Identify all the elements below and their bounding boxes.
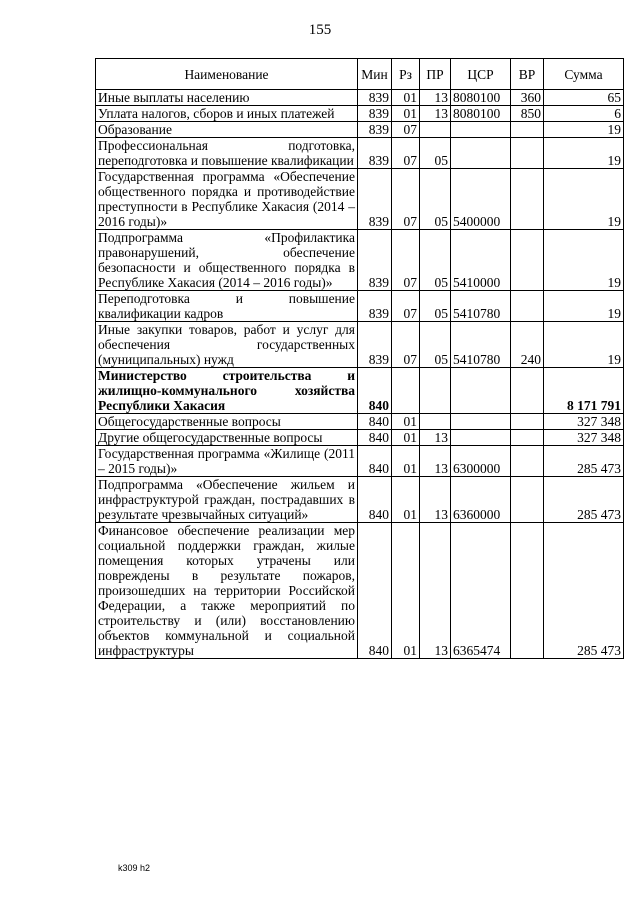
cell-vr — [511, 430, 544, 446]
cell-min: 839 — [358, 230, 392, 291]
cell-min: 840 — [358, 368, 392, 414]
cell-rz: 01 — [392, 106, 420, 122]
cell-csr: 6300000 — [451, 446, 511, 477]
cell-csr — [451, 414, 511, 430]
cell-min: 839 — [358, 138, 392, 169]
cell-csr: 8080100 — [451, 106, 511, 122]
cell-min: 840 — [358, 446, 392, 477]
cell-csr: 5410780 — [451, 291, 511, 322]
cell-vr — [511, 122, 544, 138]
cell-rz: 01 — [392, 523, 420, 659]
cell-sum: 6 — [544, 106, 624, 122]
cell-csr — [451, 138, 511, 169]
table-row — [96, 138, 624, 169]
cell-min: 839 — [358, 90, 392, 106]
cell-csr — [451, 430, 511, 446]
cell-min: 839 — [358, 122, 392, 138]
cell-vr — [511, 523, 544, 659]
cell-csr: 6365474 — [451, 523, 511, 659]
cell-sum: 327 348 — [544, 430, 624, 446]
cell-vr: 240 — [511, 322, 544, 368]
header-pr: ПР — [420, 59, 451, 90]
header-rz: Рз — [392, 59, 420, 90]
table-row — [96, 106, 624, 122]
table-row — [96, 414, 624, 430]
cell-rz: 01 — [392, 90, 420, 106]
cell-csr — [451, 368, 511, 414]
budget-table — [95, 58, 624, 659]
cell-pr: 05 — [420, 138, 451, 169]
header-min: Мин — [358, 59, 392, 90]
cell-sum: 19 — [544, 169, 624, 230]
cell-rz: 07 — [392, 291, 420, 322]
cell-rz: 01 — [392, 414, 420, 430]
cell-vr — [511, 446, 544, 477]
cell-name: Подпрограмма «Профилактика правонарушений, обеспечение безопасности и общественного порядка в Республике Хакасия (2014 – 2016 годы)» — [96, 230, 358, 291]
cell-pr: 13 — [420, 477, 451, 523]
cell-rz: 07 — [392, 138, 420, 169]
cell-sum: 285 473 — [544, 446, 624, 477]
cell-vr: 850 — [511, 106, 544, 122]
cell-sum: 19 — [544, 291, 624, 322]
cell-vr — [511, 138, 544, 169]
cell-sum: 285 473 — [544, 477, 624, 523]
cell-sum: 19 — [544, 122, 624, 138]
cell-min: 840 — [358, 523, 392, 659]
cell-sum: 19 — [544, 230, 624, 291]
cell-min: 839 — [358, 106, 392, 122]
page-number: 155 — [308, 22, 332, 38]
cell-name: Государственная программа «Жилище (2011 – 2015 годы)» — [96, 446, 358, 477]
cell-vr — [511, 477, 544, 523]
header-vr: ВР — [511, 59, 544, 90]
cell-name: Переподготовка и повышение квалификации кадров — [96, 291, 358, 322]
cell-min: 840 — [358, 430, 392, 446]
footer-code: k309 h2 — [118, 863, 151, 873]
cell-min: 840 — [358, 414, 392, 430]
cell-rz: 07 — [392, 230, 420, 291]
cell-csr: 5400000 — [451, 169, 511, 230]
cell-vr — [511, 368, 544, 414]
table-row — [96, 477, 624, 523]
cell-csr: 5410000 — [451, 230, 511, 291]
table-body — [96, 90, 624, 659]
header-name: Наименование — [96, 59, 358, 90]
cell-csr: 5410780 — [451, 322, 511, 368]
table-row — [96, 230, 624, 291]
table-row — [96, 322, 624, 368]
cell-sum: 19 — [544, 138, 624, 169]
cell-vr — [511, 291, 544, 322]
cell-rz: 07 — [392, 169, 420, 230]
table-row — [96, 90, 624, 106]
cell-sum: 8 171 791 — [544, 368, 624, 414]
cell-pr: 13 — [420, 106, 451, 122]
table-row — [96, 523, 624, 659]
cell-name: Государственная программа «Обеспечение общественного порядка и противодействие преступности в Республике Хакасия (2014 – 2016 годы)» — [96, 169, 358, 230]
cell-vr — [511, 169, 544, 230]
table-header-row — [96, 59, 624, 90]
cell-name: Иные выплаты населению — [96, 90, 358, 106]
cell-pr — [420, 368, 451, 414]
cell-rz — [392, 368, 420, 414]
table-row — [96, 122, 624, 138]
table-row — [96, 169, 624, 230]
cell-name: Подпрограмма «Обеспечение жильем и инфраструктурой граждан, пострадавших в результате чрезвычайных ситуаций» — [96, 477, 358, 523]
cell-rz: 01 — [392, 477, 420, 523]
cell-name: Образование — [96, 122, 358, 138]
cell-name: Иные закупки товаров, работ и услуг для обеспечения государственных (муниципальных) нужд — [96, 322, 358, 368]
cell-csr: 6360000 — [451, 477, 511, 523]
cell-sum: 327 348 — [544, 414, 624, 430]
cell-rz: 01 — [392, 430, 420, 446]
cell-name: Финансовое обеспечение реализации мер социальной поддержки граждан, жилые помещения которых утрачены или повреждены в результате пожаров, произошедших на территории Российской Федерации, а также мероприятий по строительству и (или) восстановлению объектов коммунальной и социальной инфраструктуры — [96, 523, 358, 659]
cell-pr: 13 — [420, 430, 451, 446]
table-row — [96, 291, 624, 322]
cell-rz: 01 — [392, 446, 420, 477]
cell-vr — [511, 414, 544, 430]
table-row — [96, 430, 624, 446]
cell-pr: 05 — [420, 322, 451, 368]
cell-sum: 285 473 — [544, 523, 624, 659]
table-row — [96, 368, 624, 414]
cell-name: Профессиональная подготовка, переподготовка и повышение квалификации — [96, 138, 358, 169]
cell-min: 839 — [358, 322, 392, 368]
cell-min: 839 — [358, 169, 392, 230]
cell-rz: 07 — [392, 322, 420, 368]
cell-min: 839 — [358, 291, 392, 322]
cell-min: 840 — [358, 477, 392, 523]
cell-name: Другие общегосударственные вопросы — [96, 430, 358, 446]
cell-sum: 65 — [544, 90, 624, 106]
cell-pr: 13 — [420, 446, 451, 477]
header-csr: ЦСР — [451, 59, 511, 90]
header-sum: Сумма — [544, 59, 624, 90]
cell-csr: 8080100 — [451, 90, 511, 106]
table-row — [96, 446, 624, 477]
cell-name: Министерство строительства и жилищно-коммунального хозяйства Республики Хакасия — [96, 368, 358, 414]
cell-pr: 05 — [420, 291, 451, 322]
cell-name: Общегосударственные вопросы — [96, 414, 358, 430]
cell-pr — [420, 414, 451, 430]
cell-vr: 360 — [511, 90, 544, 106]
cell-vr — [511, 230, 544, 291]
cell-pr: 13 — [420, 523, 451, 659]
cell-pr — [420, 122, 451, 138]
cell-name: Уплата налогов, сборов и иных платежей — [96, 106, 358, 122]
cell-csr — [451, 122, 511, 138]
cell-pr: 05 — [420, 169, 451, 230]
cell-pr: 05 — [420, 230, 451, 291]
cell-rz: 07 — [392, 122, 420, 138]
cell-sum: 19 — [544, 322, 624, 368]
cell-pr: 13 — [420, 90, 451, 106]
